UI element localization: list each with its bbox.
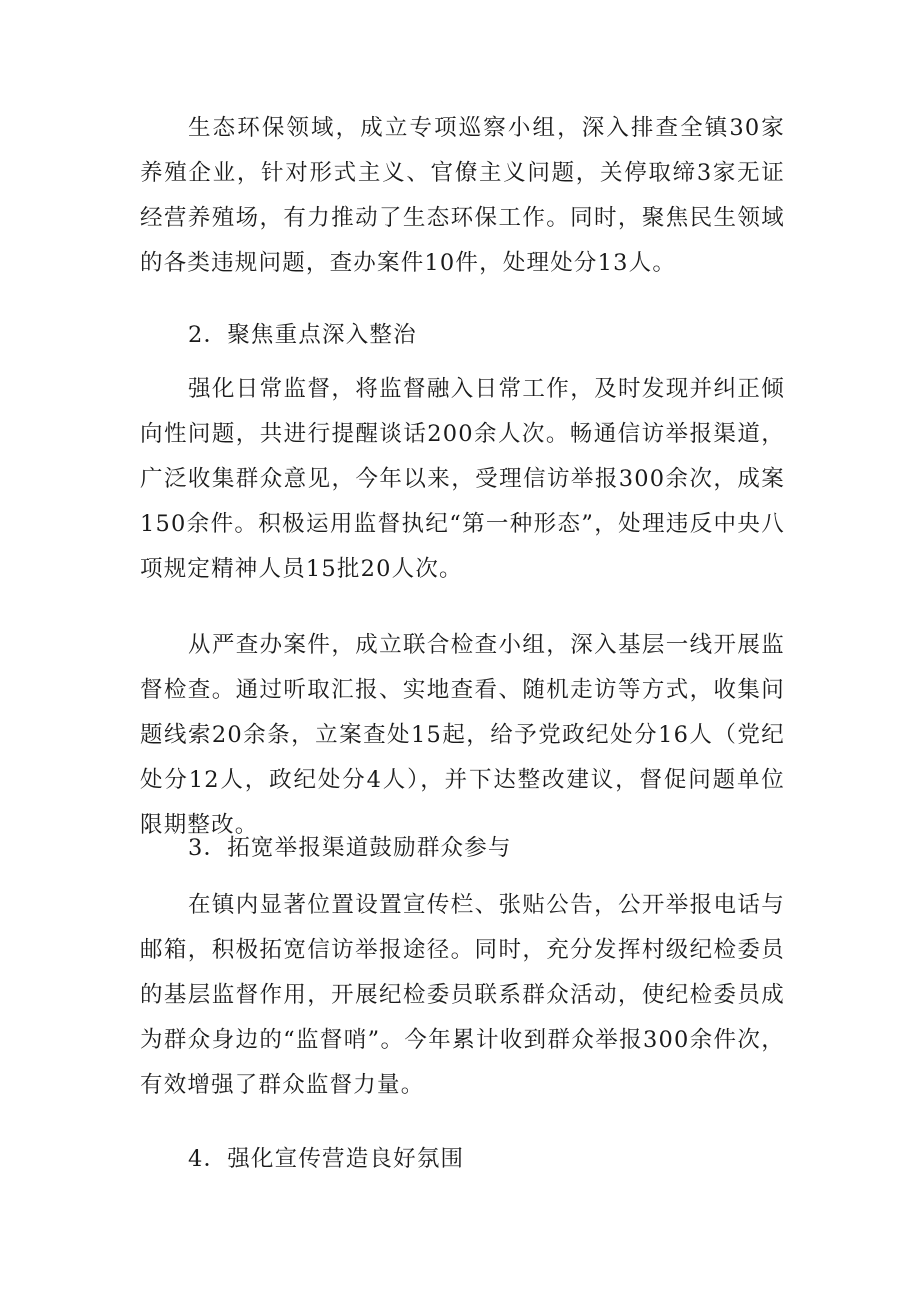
- paragraph-ecology: 生态环保领域，成立专项巡察小组，深入排查全镇30家养殖企业，针对形式主义、官僚主义问题，关停取缔3家无证经营养殖场，有力推动了生态环保工作。同时，聚焦民生领域的各类违规问题，查办案件10件，处理处分13人。: [140, 115, 785, 276]
- paragraph-reporting-channels: 在镇内显著位置设置宣传栏、张贴公告，公开举报电话与邮箱，积极拓宽信访举报途径。同时，充分发挥村级纪检委员的基层监督作用，开展纪检委员联系群众活动，使纪检委员成为群众身边的“监督哨”。今年累计收到群众举报300余件次，有效增强了群众监督力量。: [140, 892, 785, 1098]
- paragraph-case-handling: 从严查办案件，成立联合检查小组，深入基层一线开展监督检查。通过听取汇报、实地查看、随机走访等方式，收集问题线索20余条，立案查处15起，给予党政纪处分16人（党纪处分12人，政纪处分4人），并下达整改建议，督促问题单位限期整改。: [140, 632, 785, 838]
- heading-section-3: 3．拓宽举报渠道鼓励群众参与: [188, 835, 512, 861]
- heading-section-4: 4．强化宣传营造良好氛围: [188, 1146, 465, 1172]
- heading-section-2: 2．聚焦重点深入整治: [188, 322, 417, 348]
- paragraph-daily-supervision: 强化日常监督，将监督融入日常工作，及时发现并纠正倾向性问题，共进行提醒谈话200余人次。畅通信访举报渠道，广泛收集群众意见，今年以来，受理信访举报300余次，成案150余件。积极运用监督执纪“第一种形态”，处理违反中央八项规定精神人员15批20人次。: [140, 376, 785, 582]
